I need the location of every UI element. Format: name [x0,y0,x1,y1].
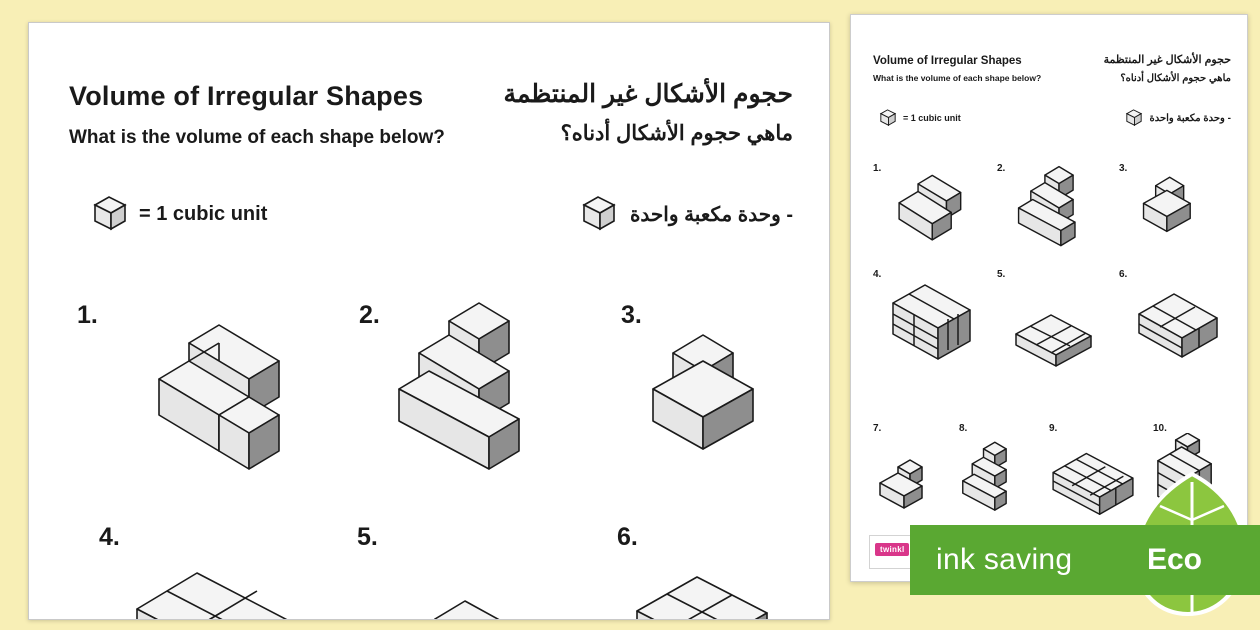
thumb-legend-label-arabic: - وحدة مكعبة واحدة [1149,112,1231,124]
ink-saving-eco-banner [910,525,1260,595]
page-subtitle-arabic: ماهي حجوم الأشكال أدناه؟ [560,122,793,145]
shape-figure-5 [415,579,555,620]
thumb-question-number-5: 5. [997,269,1006,280]
thumb-shape-3 [1137,167,1221,256]
thumb-question-number-2: 2. [997,163,1006,174]
thumb-shape-6 [1129,279,1229,374]
thumb-question-number-3: 3. [1119,163,1128,174]
question-number-6: 6. [617,523,638,551]
legend-arabic [576,191,793,237]
thumb-page-title-arabic: حجوم الأشكال غير المنتظمة [1103,54,1231,66]
question-number-2: 2. [359,301,380,329]
page-title-arabic: حجوم الأشكال غير المنتظمة [503,80,793,108]
thumb-question-number-6: 6. [1119,269,1128,280]
shape-figure-4 [127,553,347,620]
shape-figure-1 [129,291,329,496]
thumb-page-subtitle-arabic: ماهي حجوم الأشكال أدناه؟ [1120,73,1231,84]
thumb-page-subtitle: What is the volume of each shape below? [873,73,1042,83]
thumb-legend-arabic [1123,107,1231,129]
thumb-shape-4 [885,273,985,378]
legend-label: = 1 cubic unit [139,202,268,225]
thumb-page-title: Volume of Irregular Shapes [873,55,1022,67]
thumb-question-number-8: 8. [959,423,968,434]
question-number-5: 5. [357,523,378,551]
thumb-legend-label: = 1 cubic unit [903,113,961,123]
thumb-shape-5 [1005,301,1107,376]
cube-icon-small-arabic [1123,107,1145,129]
thumb-question-number-9: 9. [1049,423,1058,434]
thumb-shape-7 [873,455,943,520]
legend-label-arabic: - وحدة مكعبة واحدة [629,203,793,226]
question-number-1: 1. [77,301,98,329]
eco-banner-word: Eco [1146,543,1202,576]
page-title: Volume of Irregular Shapes [69,81,424,111]
thumb-question-number-4: 4. [873,269,882,280]
thumb-shape-8 [959,441,1025,522]
thumb-shape-1 [889,165,985,260]
cube-icon [87,191,133,237]
twinkl-logo: twinkl [875,543,909,556]
thumb-question-number-1: 1. [873,163,882,174]
question-number-3: 3. [621,301,642,329]
thumb-question-number-7: 7. [873,423,882,434]
eco-banner-text: ink saving [936,543,1073,576]
thumb-question-number-10: 10. [1153,423,1167,434]
shape-figure-6 [627,563,807,620]
worksheet-large-preview[interactable] [28,22,830,620]
shape-figure-3 [643,309,823,494]
shape-figure-2 [389,285,589,500]
thumb-legend-english [877,107,961,129]
page-subtitle: What is the volume of each shape below? [69,127,445,148]
thumb-shape-2 [1011,161,1107,260]
cube-icon-small [877,107,899,129]
legend-english [87,191,267,237]
thumb-shape-9 [1043,443,1143,524]
cube-icon-arabic [576,191,622,237]
question-number-4: 4. [99,523,120,551]
